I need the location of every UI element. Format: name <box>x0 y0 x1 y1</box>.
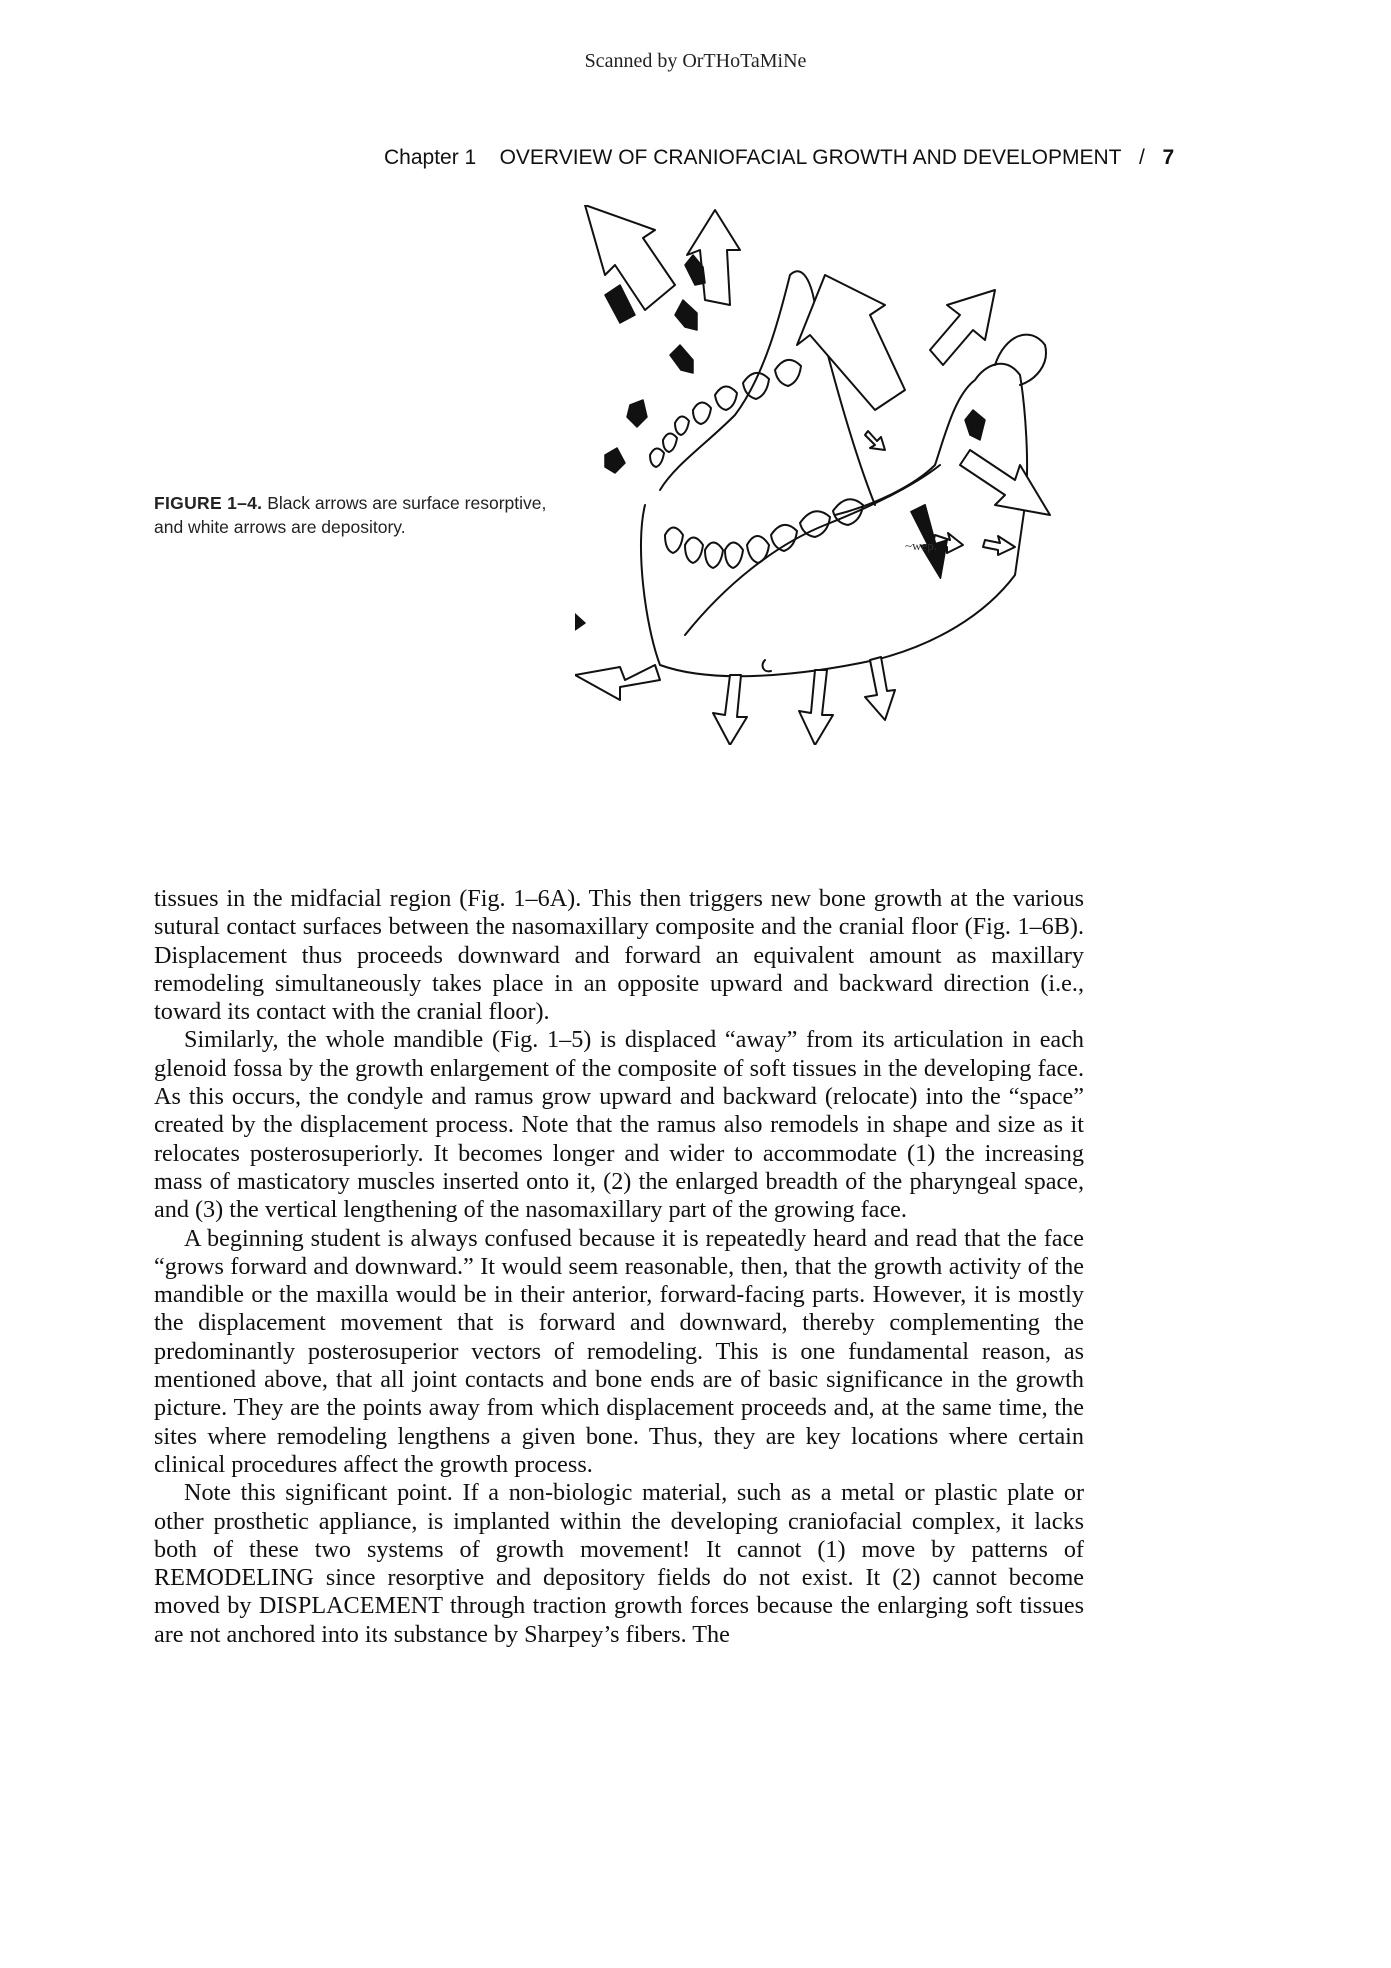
chapter-title: OVERVIEW OF CRANIOFACIAL GROWTH AND DEVELOPMENT <box>499 146 1122 169</box>
black-arrow-1 <box>605 285 635 323</box>
figure-illustration <box>575 205 1095 745</box>
mandible-illustration <box>575 205 1095 745</box>
white-arrow-condyle <box>930 290 995 365</box>
paragraph-1: tissues in the midfacial region (Fig. 1–6A). This then triggers new bone growth at the various sutural contact surfaces between the nasomaxillary composite and the cranial floor (Fig. 1–6B). Displacement thus proceeds downward and forward an equivalent amount as maxillary remodeling simultaneously takes place in an opposite upward and backward direction (i.e., toward its contact with the cranial floor). <box>154 885 1084 1026</box>
white-arrow-down-3 <box>865 657 895 720</box>
lower-teeth <box>665 499 863 568</box>
black-arrow-3 <box>675 300 697 330</box>
white-arrow-posterior <box>960 450 1050 515</box>
black-arrow-4 <box>670 345 693 373</box>
paragraph-2: Similarly, the whole mandible (Fig. 1–5) is displaced “away” from its articulation in each glenoid fossa by the growth enlargement of the composite of soft tissues in the developing face. As this occurs, the condyle and ramus grow upward and backward (relocate) into the “space” created by the displacement process. Note that the ramus also remodels in shape and size as it relocates posterosuperiorly. It becomes longer and wider to accommodate (1) the increasing mass of masticatory muscles inserted onto it, (2) the enlarged breadth of the pharyngeal space, and (3) the vertical lengthening of the nasomaxillary part of the growing face. <box>154 1026 1084 1224</box>
scanner-note: Scanned by OrTHoTaMiNe <box>584 50 807 72</box>
black-arrow-6 <box>605 448 625 473</box>
white-arrow-small-3 <box>865 431 885 450</box>
figure-label: FIGURE 1–4. <box>154 493 263 513</box>
white-arrow-down-2 <box>799 670 833 745</box>
depository-arrows <box>575 205 1050 745</box>
black-arrow-5 <box>627 400 647 427</box>
running-head <box>384 146 1256 170</box>
white-arrow-coronoid <box>585 205 675 310</box>
black-arrow-anterior <box>575 605 585 637</box>
white-arrow-small-2 <box>983 536 1015 555</box>
page-number: 7 <box>1162 146 1175 169</box>
paragraph-4: Note this significant point. If a non-biologic material, such as a metal or plastic plate or other prosthetic appliance, is implanted within the developing craniofacial complex, it lacks both of these two systems of growth movement! It cannot (1) move by patterns of REMODELING since resorptive and depository fields do not exist. It (2) cannot become moved by DISPLACEMENT through traction growth forces because the enlarging soft tissues are not anchored into its substance by Sharpey’s fibers. The <box>154 1479 1084 1648</box>
artist-signature: ~wep. <box>905 538 937 553</box>
mental-foramen <box>763 660 771 671</box>
mandible-body-outline <box>641 364 1027 676</box>
figure-caption-text: Black arrows are surface resorptive, and white arrows are depository. <box>154 493 547 537</box>
white-arrow-down-1 <box>713 675 747 745</box>
body-text <box>154 885 1084 1649</box>
white-arrow-symphysis <box>575 665 660 700</box>
chapter-label: Chapter 1 <box>384 146 477 169</box>
black-arrow-condyle <box>965 410 985 440</box>
figure-caption <box>154 491 564 539</box>
paragraph-3: A beginning student is always confused because it is repeatedly heard and read that the face “grows forward and downward.” It would seem reasonable, then, that the growth activity of the mandible or the maxilla would be in their anterior, forward-facing parts. However, it is mostly the displacement movement that is forward and downward, thereby complementing the predominantly posterosuperior vectors of remodeling. This is one fundamental reason, as mentioned above, that all joint contacts and bone ends are of basic significance in the growth picture. They are the points away from which displacement proceeds and, at the same time, the sites where remodeling lengthens a given bone. Thus, they are key locations where certain clinical procedures affect the growth process. <box>154 1224 1084 1478</box>
header-separator: / <box>1139 146 1145 169</box>
upper-teeth <box>650 360 801 467</box>
